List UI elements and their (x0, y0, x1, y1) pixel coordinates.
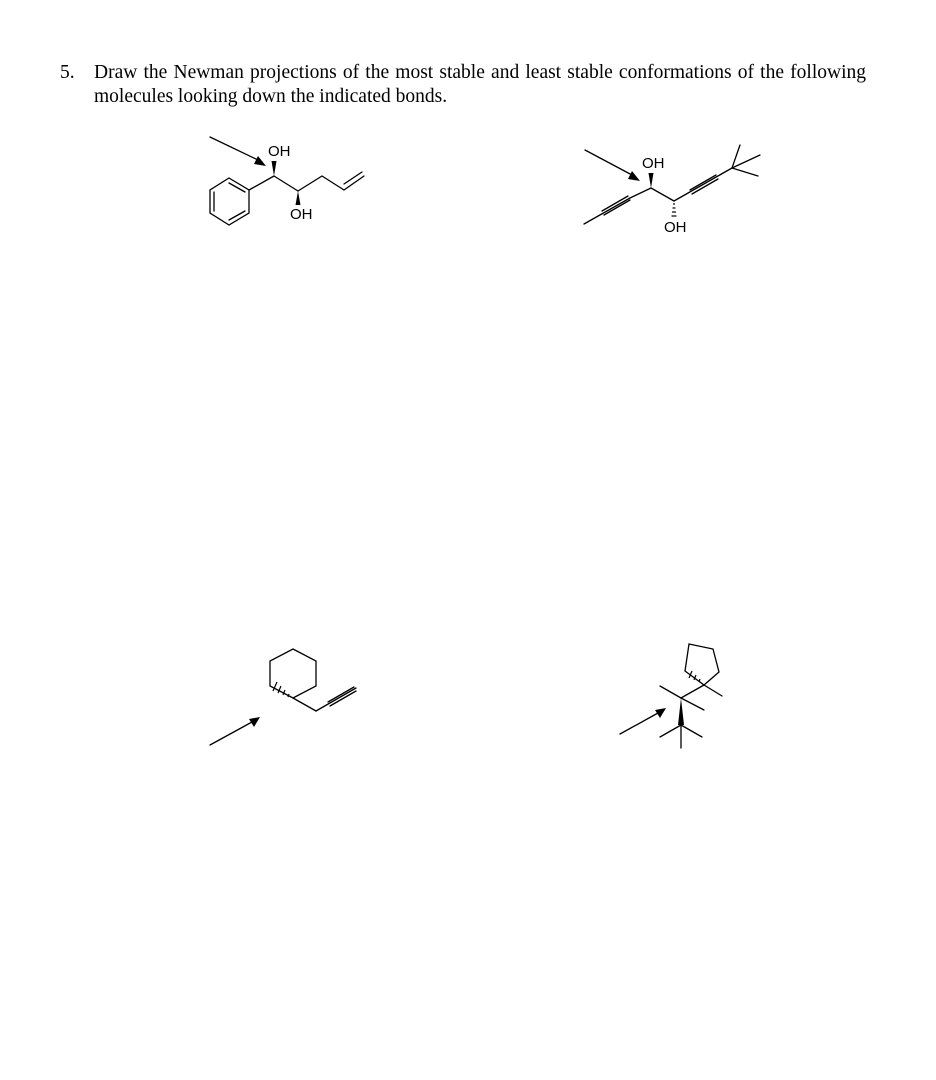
question-number: 5. (60, 62, 75, 83)
view-arrow-head (628, 171, 640, 181)
methyl-bond (660, 686, 681, 698)
benzene-inner-bond (229, 211, 245, 220)
hashed-bond (672, 204, 677, 216)
wedge-bond (296, 191, 301, 205)
view-arrow-line (620, 713, 658, 734)
alkyne-bond (316, 688, 356, 711)
tbutyl-bond (681, 725, 702, 737)
molecule-4-structure (610, 630, 740, 760)
alkyne-bond (674, 168, 732, 201)
view-arrow-head (254, 156, 266, 166)
methyl-bond (704, 685, 722, 696)
wedge-bond (649, 173, 654, 188)
cyclohexane-ring (270, 649, 316, 698)
benzene-ring (210, 178, 249, 225)
wedge-bond (272, 161, 277, 176)
alkene-bond (344, 172, 362, 184)
question-text: Draw the Newman projections of the most stable and least stable conformations of the following molecules looking down the indicated bonds. (94, 62, 866, 107)
molecule-3-structure (200, 640, 370, 760)
alkyne-bond (584, 198, 630, 224)
tbutyl-bond (732, 168, 758, 176)
tbutyl-bond (660, 725, 681, 737)
view-arrow-line (210, 137, 258, 160)
methyl-bond (681, 698, 704, 710)
molecule-2-structure (575, 130, 775, 240)
oh-label-top: OH (642, 155, 665, 172)
oh-label-bottom: OH (290, 206, 313, 223)
view-arrow-head (655, 708, 666, 718)
oh-label-bottom: OH (664, 219, 687, 236)
molecule-1-structure (200, 130, 380, 230)
oh-label-top: OH (268, 143, 291, 160)
view-arrow-line (210, 722, 252, 745)
wedge-bond (678, 698, 684, 725)
cyclopentane-ring (685, 644, 719, 685)
view-arrow-line (585, 150, 632, 175)
benzene-inner-bond (229, 183, 245, 192)
